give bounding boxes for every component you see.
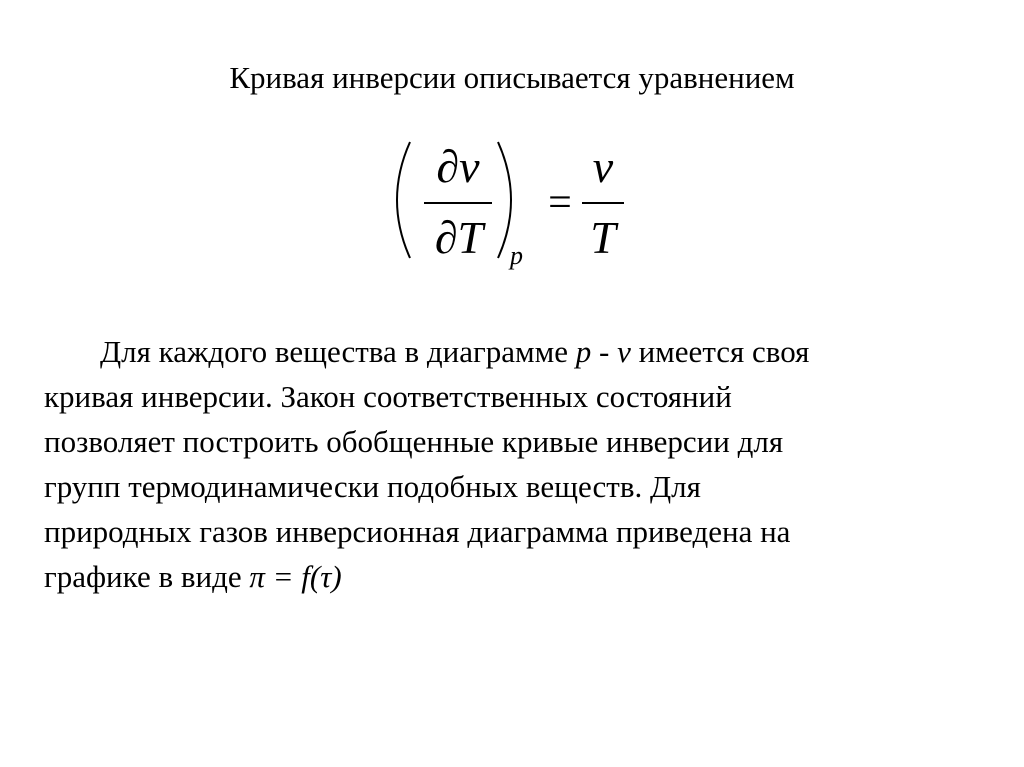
formula-numerator-left: ∂v — [436, 141, 480, 192]
paragraph-line-1-dash: - — [591, 334, 618, 369]
formula-equals: = — [548, 180, 572, 226]
paragraph-line-6-pre: графике в виде — [44, 559, 250, 594]
function-expression: π = f(τ) — [249, 559, 342, 594]
formula-numerator-right: v — [592, 141, 614, 192]
variable-p: p — [575, 334, 592, 369]
inversion-curve-formula — [380, 130, 640, 280]
slide-paragraph — [44, 329, 984, 599]
formula-denominator-left: ∂T — [434, 212, 484, 263]
formula-subscript: p — [510, 241, 523, 270]
paragraph-line-2: кривая инверсии. Закон соответственных состояний — [44, 379, 732, 414]
paragraph-line-1-pre: Для каждого вещества в диаграмме — [100, 334, 576, 369]
paragraph-line-6 — [44, 554, 984, 599]
formula-left-paren — [397, 142, 410, 258]
paragraph-line-5: природных газов инверсионная диаграмма приведена на — [44, 514, 791, 549]
paragraph-line-1 — [44, 329, 984, 374]
paragraph-line-1-post: имеется своя — [630, 334, 810, 369]
formula-denominator-right: T — [590, 212, 616, 263]
formula-svg — [380, 130, 640, 280]
paragraph-line-3: позволяет построить обобщенные кривые инверсии для — [44, 424, 784, 459]
slide-heading: Кривая инверсии описывается уравнением — [229, 60, 795, 95]
variable-v: v — [617, 334, 631, 369]
paragraph-line-4: групп термодинамически подобных веществ. Для — [44, 469, 701, 504]
